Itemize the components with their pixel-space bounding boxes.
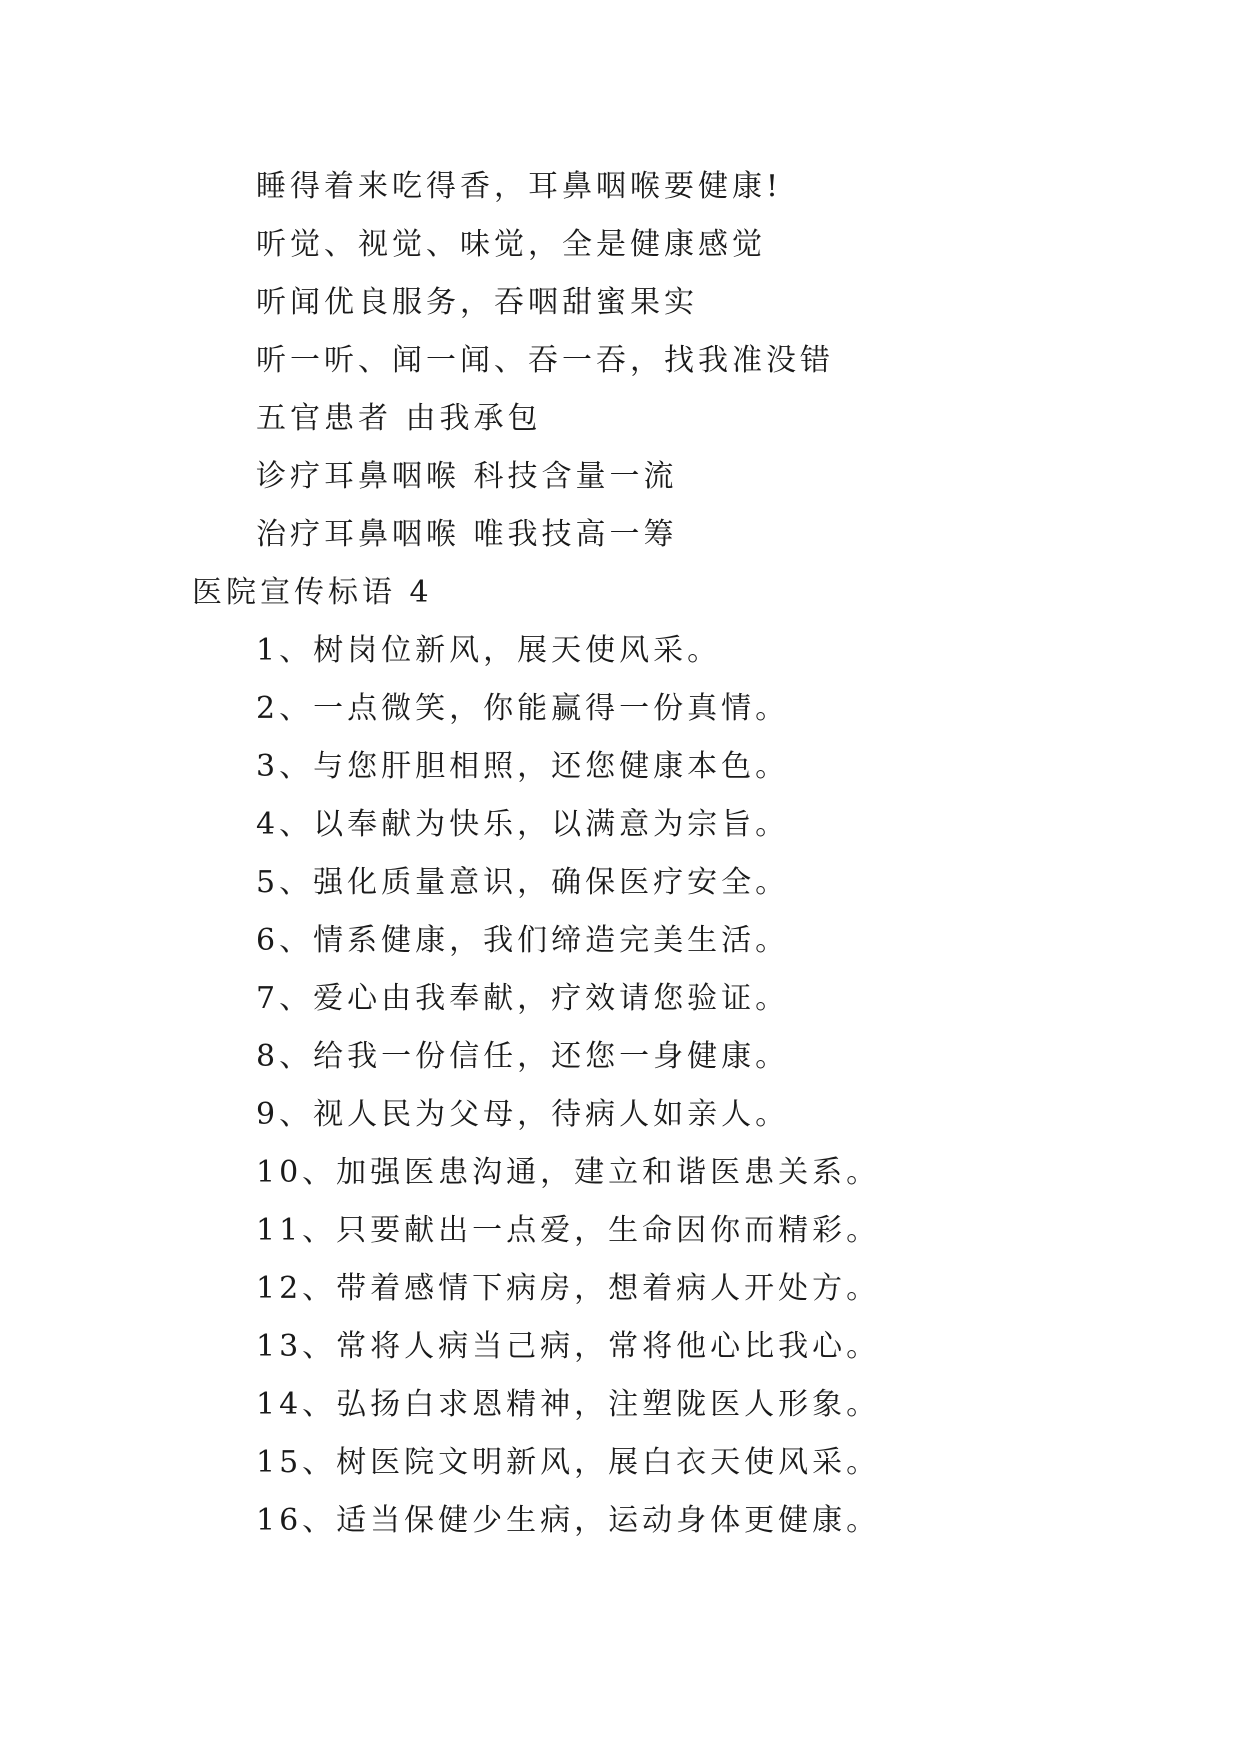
slogan-item: 3、与您肝胆相照，还您健康本色。 (256, 749, 790, 784)
slogan-item: 8、给我一份信任，还您一身健康。 (256, 1039, 790, 1074)
slogan-item: 5、强化质量意识，确保医疗安全。 (256, 865, 790, 900)
intro-line: 听觉、视觉、味觉，全是健康感觉 (256, 227, 766, 262)
slogan-item: 6、情系健康，我们缔造完美生活。 (256, 923, 790, 958)
intro-line: 诊疗耳鼻咽喉 科技含量一流 (256, 459, 678, 494)
slogan-item: 11、只要献出一点爱，生命因你而精彩。 (256, 1213, 881, 1248)
slogan-item: 14、弘扬白求恩精神，注塑陇医人形象。 (256, 1387, 881, 1422)
slogan-item: 16、适当保健少生病，运动身体更健康。 (256, 1503, 881, 1538)
intro-line: 听一听、闻一闻、吞一吞，找我准没错 (256, 343, 834, 378)
slogan-item: 2、一点微笑，你能赢得一份真情。 (256, 691, 790, 726)
slogan-item: 12、带着感情下病房，想着病人开处方。 (256, 1271, 881, 1306)
intro-line: 睡得着来吃得香，耳鼻咽喉要健康! (256, 169, 783, 204)
slogan-item: 4、以奉献为快乐，以满意为宗旨。 (256, 807, 790, 842)
intro-line: 治疗耳鼻咽喉 唯我技高一筹 (256, 517, 678, 552)
intro-line: 听闻优良服务，吞咽甜蜜果实 (256, 285, 698, 320)
slogan-item: 1、树岗位新风，展天使风采。 (256, 633, 722, 668)
intro-lines (0, 158, 1241, 564)
slogan-item: 15、树医院文明新风，展白衣天使风采。 (256, 1445, 881, 1480)
section-heading: 医院宣传标语 4 (192, 575, 433, 610)
slogan-item: 9、视人民为父母，待病人如亲人。 (256, 1097, 790, 1132)
slogan-list (0, 622, 1241, 1550)
section-heading-block (0, 564, 1241, 622)
slogan-item: 7、爱心由我奉献，疗效请您验证。 (256, 981, 790, 1016)
slogan-item: 10、加强医患沟通，建立和谐医患关系。 (256, 1155, 881, 1190)
intro-line: 五官患者 由我承包 (256, 401, 542, 436)
slogan-item: 13、常将人病当己病，常将他心比我心。 (256, 1329, 881, 1364)
